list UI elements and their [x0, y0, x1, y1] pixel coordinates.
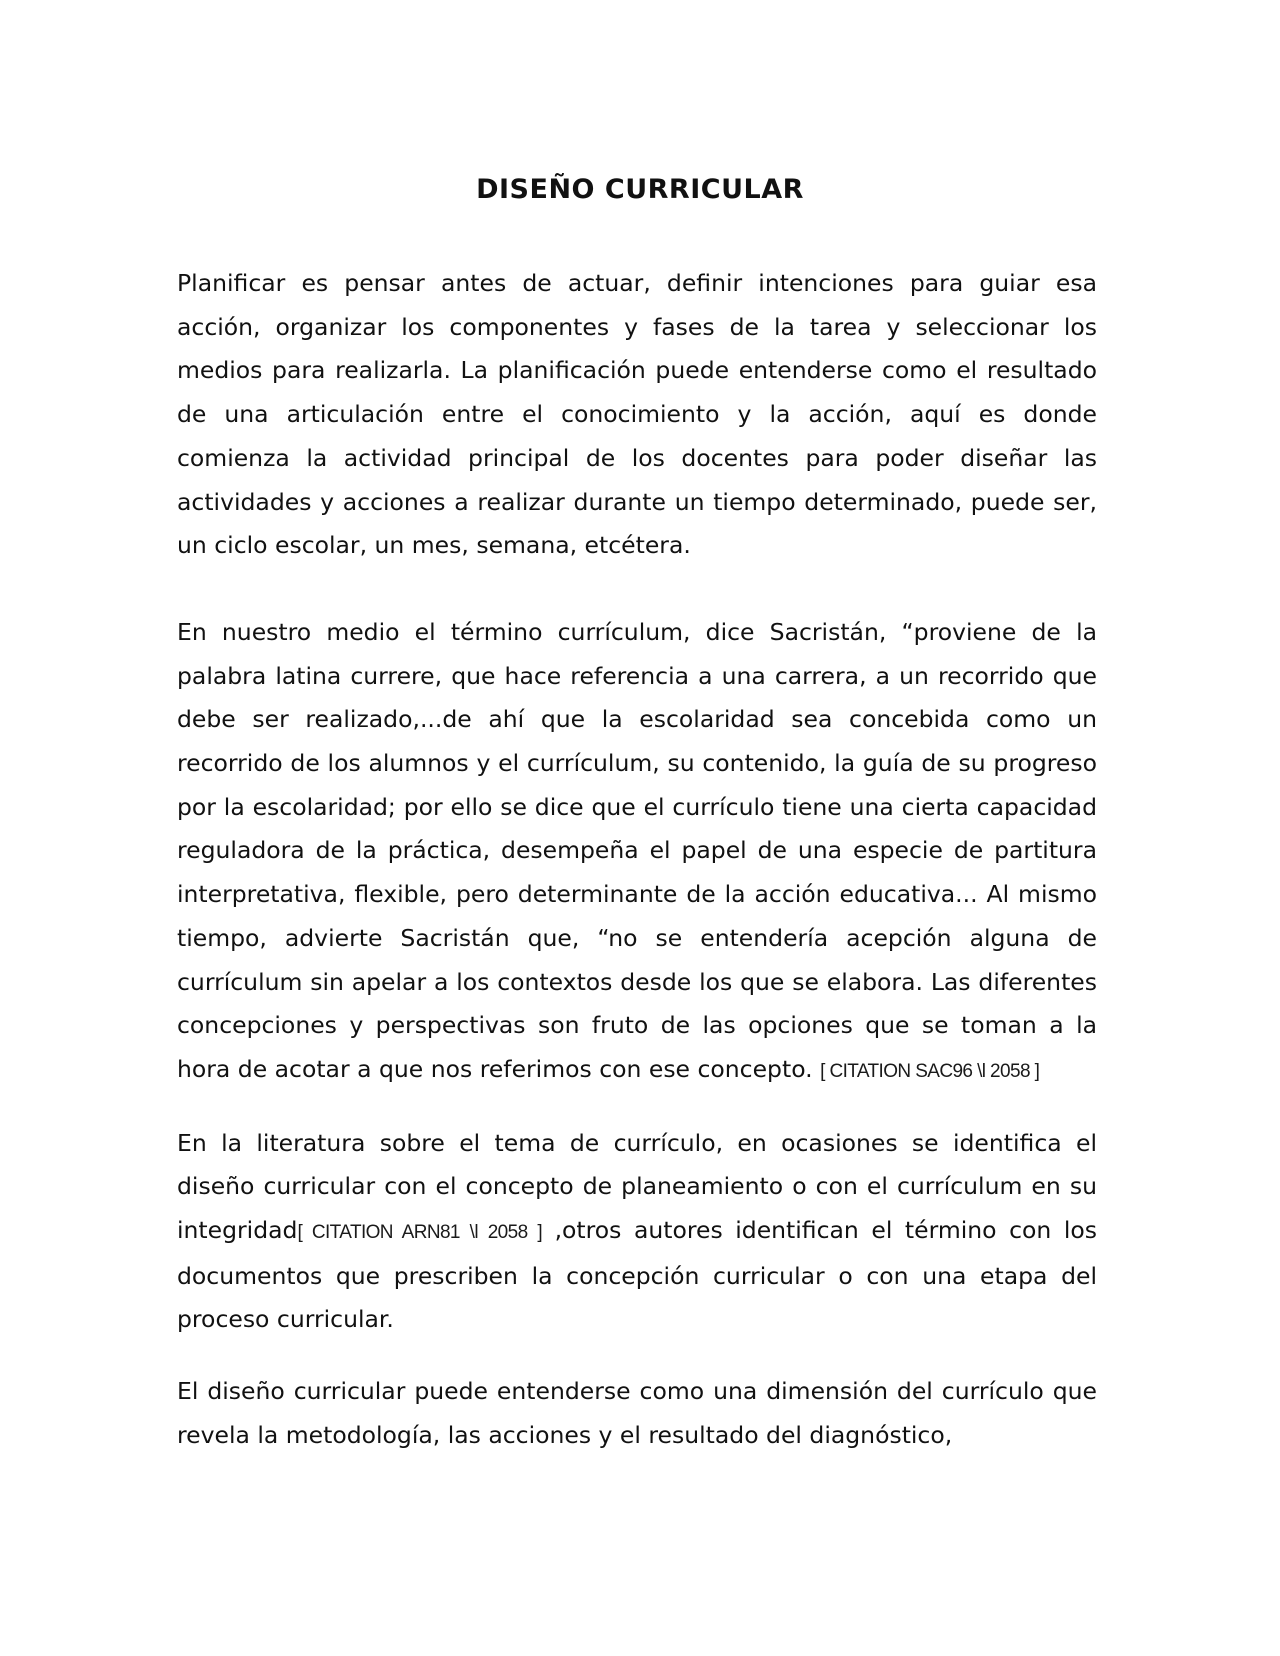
paragraph-text: ,otros autores identifican el término con los documentos que prescriben la concepción curricular o con una etapa del proceso curricular. [177, 1216, 1097, 1334]
citation-field: [ CITATION ARN81 \l 2058 ] [297, 1222, 543, 1244]
paragraph-text: En nuestro medio el término currículum, dice Sacristán, “proviene de la palabra latina currere, que hace referencia a una carrera, a un recorrido que debe ser realizado,...de ahí que la escolaridad sea concebida como un recorrido de los alumnos y el currículum, su contenido, la guía de su progreso por la escolaridad; por ello se dice que el currículo tiene una cierta capacidad reguladora de la práctica, desempeña el papel de una especie de partitura interpretativa, flexible, pero determinante de la acción educativa... Al mismo tiempo, advierte Sacristán que, “no se entendería acepción alguna de currículum sin apelar a los contextos desde los que se elabora. Las diferentes concepciones y perspectivas son fruto de las opciones que se toman a la hora de acotar a que nos referimos con ese concepto. [177, 617, 1097, 1083]
paragraph-literatura [177, 1122, 1097, 1343]
paragraph-curriculum-sacristan [177, 611, 1097, 1094]
paragraph-text: En la literatura sobre el tema de currículo, en ocasiones se identifica el diseño curricular con el concepto de planeamiento o con el currículum en su integridad [177, 1128, 1097, 1245]
citation-field: [ CITATION SAC96 \l 2058 ] [820, 1060, 1040, 1082]
document-title: DISEÑO CURRICULAR [476, 174, 804, 205]
document-body [177, 262, 1097, 1458]
paragraph-diseno-curricular: El diseño curricular puede entenderse como una dimensión del currículo que revela la metodología, las acciones y el resultado del diagnóstico, [177, 1377, 1097, 1449]
paragraph-planificacion: Planificar es pensar antes de actuar, definir intenciones para guiar esa acción, organizar los componentes y fases de la tarea y seleccionar los medios para realizarla. La planificación puede entenderse como el resultado de una articulación entre el conocimiento y la acción, aquí es donde comienza la actividad principal de los docentes para poder diseñar las actividades y acciones a realizar durante un tiempo determinado, puede ser, un ciclo escolar, un mes, semana, etcétera. [177, 269, 1097, 560]
